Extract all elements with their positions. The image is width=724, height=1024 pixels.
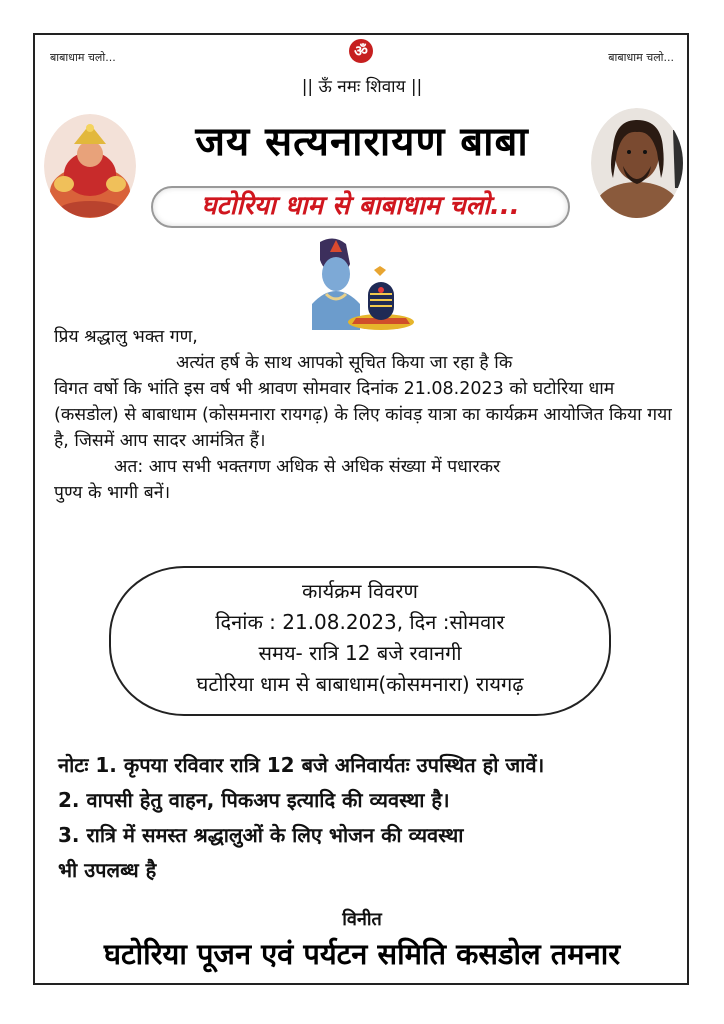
program-heading: कार्यक्रम विवरण [302, 579, 418, 603]
corner-text-right: बाबाधाम चलो... [608, 51, 674, 64]
vinit-label: विनीत [342, 909, 382, 930]
shiva-linga-icon [306, 234, 416, 334]
program-date: दिनांक : 21.08.2023, दिन :सोमवार [215, 610, 505, 634]
note-1: नोटः 1. कृपया रविवार रात्रि 12 बजे अनिवार्यतः उपस्थित हो जावें। [58, 753, 545, 777]
baba-portrait-icon [591, 108, 683, 218]
note-3-continued: भी उपलब्ध है [58, 858, 157, 882]
paragraph-1-first-line: अत्यंत हर्ष के साथ आपको सूचित किया जा रहा है कि [176, 353, 513, 373]
corner-text-left: बाबाधाम चलो... [50, 51, 116, 64]
mantra-line: || ऊँ नमः शिवाय || [301, 77, 423, 97]
page-title: जय सत्यनारायण बाबा [195, 119, 529, 165]
paragraph-2-text: पुण्य के भागी बनें। [54, 483, 171, 503]
greeting-text: प्रिय श्रद्धालु भक्त गण, [54, 327, 198, 347]
committee-name: घटोरिया पूजन एवं पर्यटन समिति कसडोल तमनार [103, 937, 621, 971]
paragraph-1-text: विगत वर्षो कि भांति इस वर्ष भी श्रावण सोमवार दिनांक 21.08.2023 को घटोरिया धाम (कसडोल) से बाबाधाम (कोसमनारा रायगढ़) के लिए कांवड़ यात्रा का कार्यक्रम आयोजित किया गया है, जिसमें आप सादर आमंत्रित हैं। [54, 379, 672, 451]
note-2: 2. वापसी हेतु वाहन, पिकअप इत्यादि की व्यवस्था है। [58, 788, 450, 812]
note-3: 3. रात्रि में समस्त श्रद्धालुओं के लिए भोजन की व्यवस्था [58, 823, 464, 847]
program-details-box [109, 566, 611, 716]
deity-portrait-icon [44, 114, 136, 218]
paragraph-2-first-line: अत: आप सभी भक्तगण अधिक से अधिक संख्या में पधारकर [114, 457, 501, 477]
notes-section [58, 748, 678, 888]
om-icon: ॐ [349, 39, 373, 63]
invitation-banner: घटोरिया धाम से बाबाधाम चलो... [151, 186, 570, 228]
program-time: समय- रात्रि 12 बजे रवानगी [258, 641, 462, 665]
invitation-body [54, 324, 674, 506]
program-route: घटोरिया धाम से बाबाधाम(कोसमनारा) रायगढ़ [196, 672, 524, 696]
